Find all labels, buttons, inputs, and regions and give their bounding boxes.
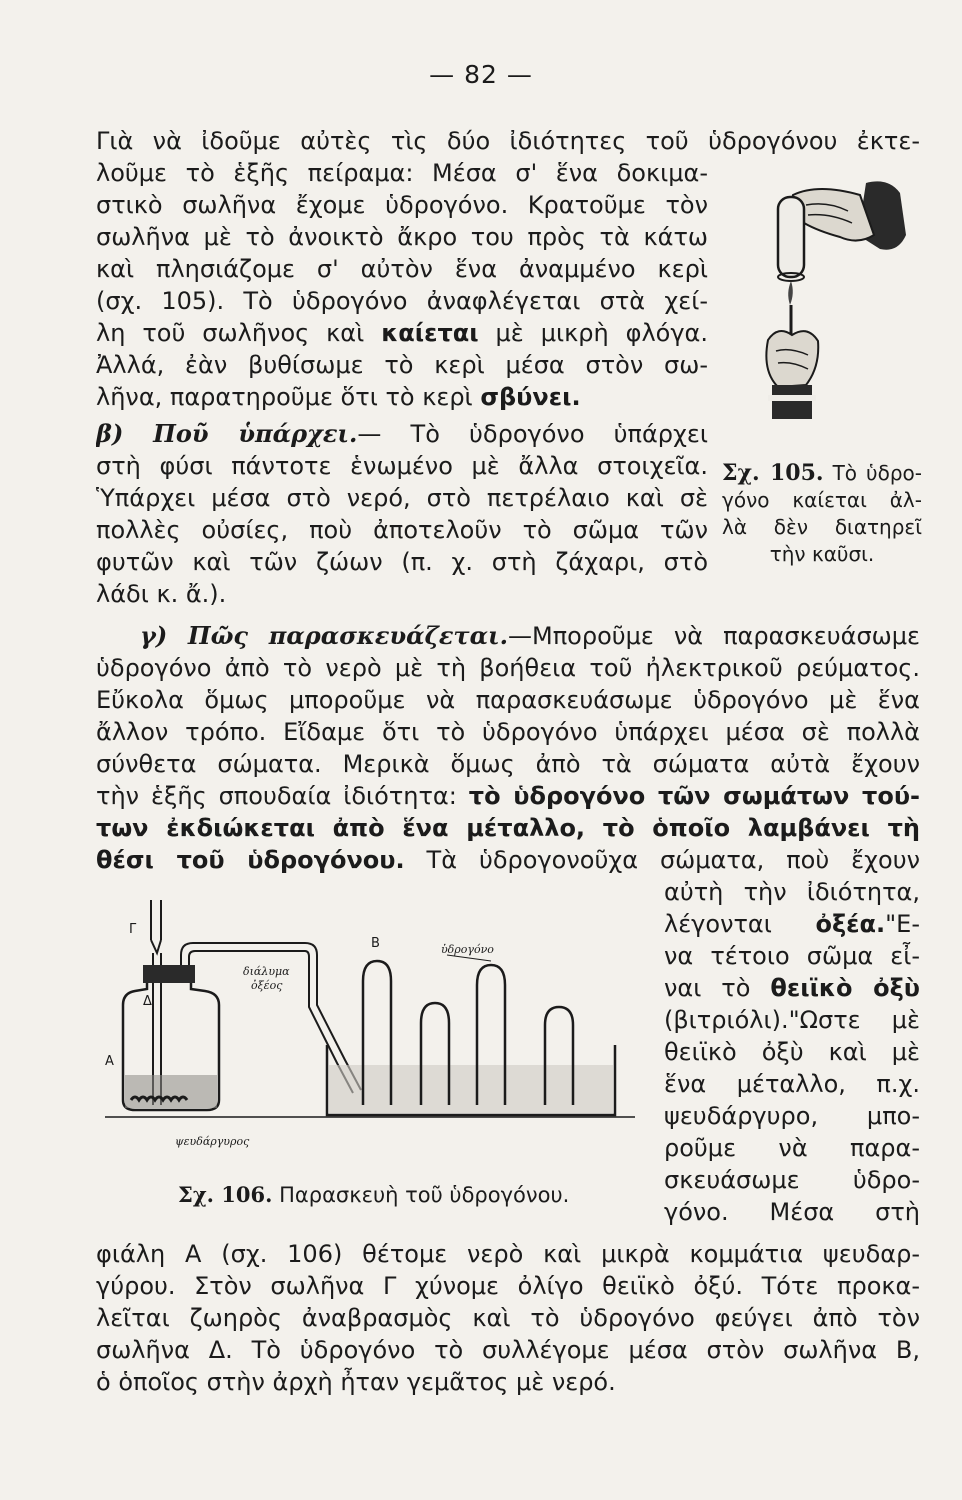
figure-105-label: Σχ. 105. xyxy=(722,460,824,486)
text-line-23 xyxy=(96,844,920,876)
text-segment: —Μποροῦμε νὰ παρασκευάσωμε xyxy=(508,622,920,650)
label-acid-solution: διάλυμα xyxy=(243,965,290,978)
text-line-37: λεῖται ζωηρὸς ἀναβρασμὸς καὶ τὸ ὑδρογόνο φεύγει ἀπὸ τὸν xyxy=(96,1304,920,1332)
emphasis-sulfuric-acid: θειϊκὸ ὀξὺ xyxy=(770,974,920,1002)
text-line-9 xyxy=(96,381,708,413)
emphasis-burns: καίεται xyxy=(381,319,479,347)
text-line-39: ὁ ὁποῖος στὴν ἀρχὴ ἦταν γεμᾶτος μὲ νερό. xyxy=(96,1368,616,1396)
text-line-20: σύνθετα σώματα. Μερικὰ ὅμως ἀπὸ τὰ σώματα αὐτὰ ἔχουν xyxy=(96,750,920,778)
text-segment: "Ε- xyxy=(885,910,920,938)
text-line-33: σκευάσωμε ὑδρο- xyxy=(664,1166,920,1194)
label-gamma: Γ xyxy=(129,922,137,937)
text-line-13: πολλὲς οὐσίες, ποὺ ἀποτελοῦν τὸ σῶμα τῶν xyxy=(96,516,708,544)
text-line-31: ψευδάργυρο, μπο- xyxy=(664,1102,920,1130)
label-beta: Β xyxy=(371,936,380,951)
figure-105-illustration xyxy=(748,175,908,440)
label-acid-solution-2: ὀξέος xyxy=(251,979,283,992)
emphasis-statement-3: θέσι τοῦ ὑδρογόνου. xyxy=(96,846,405,874)
text-line-12: Ὑπάρχει μέσα στὸ νερό, στὸ πετρέλαιο καὶ σὲ xyxy=(96,484,708,512)
text-line-7 xyxy=(96,317,708,349)
text-line-27 xyxy=(664,972,920,1004)
caption-line: λὰ δὲν διατηρεῖ xyxy=(722,515,922,539)
text-line-2: λοῦμε τὸ ἑξῆς πείραμα: Μέσα σ' ἕνα δοκιμα- xyxy=(96,159,708,187)
text-line-6: (σχ. 105). Τὸ ὑδρογόνο ἀναφλέγεται στὰ χεί- xyxy=(96,287,708,315)
emphasis-extinguishes: σβύνει. xyxy=(480,383,581,411)
text-line-38: σωλῆνα Δ. Τὸ ὑδρογόνο τὸ συλλέγομε μέσα στὸν σωλῆνα Β, xyxy=(96,1336,920,1364)
text-segment: τὴν ἑξῆς σπουδαία ἰδιότητα: xyxy=(96,782,469,810)
lower-hand-shape xyxy=(766,331,818,387)
bottle-stopper-shape xyxy=(143,965,195,983)
text-line-25 xyxy=(664,908,920,940)
text-line-3: στικὸ σωλῆνα ἔχομε ὑδρογόνο. Κρατοῦμε τὸν xyxy=(96,191,708,219)
text-line-26: να τέτοιο σῶμα εἶ- xyxy=(664,942,920,970)
emphasis-acids: ὀξέα. xyxy=(815,910,886,938)
trough-water-shape xyxy=(329,1065,613,1113)
text-line-22 xyxy=(96,812,920,844)
text-line-15: λάδι κ. ἄ.). xyxy=(96,580,227,608)
figure-106-caption xyxy=(178,1181,569,1209)
text-line-28: (βιτριόλι)."Ωστε μὲ xyxy=(664,1006,920,1034)
text-line-18: Εὔκολα ὅμως μποροῦμε νὰ παρασκευάσωμε ὑδρογόνο μὲ ἕνα xyxy=(96,686,920,714)
flame-shape xyxy=(788,281,793,305)
text-segment: ναι τὸ xyxy=(664,974,771,1002)
label-hydrogen: ὑδρογόνο xyxy=(441,943,494,956)
text-line-16 xyxy=(140,620,920,652)
test-tube-shape xyxy=(778,197,804,277)
text-line-24: αὐτὴ τὴν ἰδιότητα, xyxy=(664,878,920,906)
text-segment: λῆνα, παρατηροῦμε ὅτι τὸ κερὶ xyxy=(96,383,481,411)
page-number: — 82 — xyxy=(429,60,533,89)
caption-line: γόνο καίεται ἀλ- xyxy=(722,488,922,512)
caption-text: Τὸ ὑδρο- xyxy=(832,461,922,485)
label-alpha: Α xyxy=(105,1054,114,1069)
text-line-36: γύρου. Στὸν σωλῆνα Γ χύνομε ὀλίγο θειϊκὸ ὀξύ. Τότε προκα- xyxy=(96,1272,920,1300)
text-line-29: θειϊκὸ ὀξὺ καὶ μὲ xyxy=(664,1038,920,1066)
section-heading-gamma: γ) Πῶς παρασκευάζεται. xyxy=(140,621,509,650)
label-delta: Δ xyxy=(143,994,152,1009)
emphasis-statement-2: των ἐκδιώκεται ἀπὸ ἕνα μέταλλο, τὸ ὁποῖο λαμβάνει τὴ xyxy=(96,814,920,842)
text-line-14: φυτῶν καὶ τῶν ζώων (π. χ. στὴ ζάχαρι, στὸ xyxy=(96,548,708,576)
acid-solution-shape xyxy=(125,1075,217,1108)
text-line-30: ἕνα μέταλλο, π.χ. xyxy=(664,1070,920,1098)
text-segment: Τὰ ὑδρογονοῦχα σώματα, ποὺ ἔχουν xyxy=(404,846,920,874)
caption-line xyxy=(722,460,922,487)
text-line-1: Γιὰ νὰ ἰδοῦμε αὐτὲς τὶς δύο ἰδιότητες τοῦ ὑδρογόνου ἐκτε- xyxy=(96,127,920,155)
text-line-5: καὶ πλησιάζομε σ' αὐτὸν ἕνα ἀναμμένο κερὶ xyxy=(96,255,708,283)
text-line-32: ροῦμε νὰ παρα- xyxy=(664,1134,920,1162)
label-zinc: ψευδάργυρος xyxy=(175,1135,250,1148)
text-line-17: ὑδρογόνο ἀπὸ τὸ νερὸ μὲ τὴ βοήθεια τοῦ ἠλεκτρικοῦ ρεύματος. xyxy=(96,654,920,682)
sleeve-stripe-shape xyxy=(768,395,816,401)
text-line-4: σωλῆνα μὲ τὸ ἀνοικτὸ ἄκρο του πρὸς τὰ κάτω xyxy=(96,223,708,251)
text-line-21 xyxy=(96,780,920,812)
figure-105-caption xyxy=(722,460,922,568)
text-line-8: Ἀλλά, ἐὰν βυθίσωμε τὸ κερὶ μέσα στὸν σω- xyxy=(96,351,708,379)
text-line-34: γόνο. Μέσα στὴ xyxy=(664,1198,920,1226)
figure-106-illustration xyxy=(95,895,655,1170)
caption-text: Παρασκευὴ τοῦ ὑδρογόνου. xyxy=(279,1183,570,1207)
emphasis-statement-1: τὸ ὑδρογόνο τῶν σωμάτων τού- xyxy=(468,782,920,810)
text-line-11: στὴ φύσι πάντοτε ἑνωμένο μὲ ἄλλα στοιχεῖα. xyxy=(96,452,708,480)
lower-sleeve-shape xyxy=(772,385,812,419)
section-heading-beta: β) Ποῦ ὑπάρχει. xyxy=(96,419,358,448)
text-segment: μὲ μικρὴ φλόγα. xyxy=(478,319,708,347)
text-line-35: φιάλη Α (σχ. 106) θέτομε νερὸ καὶ μικρὰ κομμάτια ψευδαρ- xyxy=(96,1240,920,1268)
text-segment: λέγονται xyxy=(664,910,816,938)
text-segment: λη τοῦ σωλῆνος καὶ xyxy=(96,319,382,347)
text-segment: — Τὸ ὑδρογόνο ὑπάρχει xyxy=(357,420,708,448)
caption-line: τὴν καῦσι. xyxy=(769,542,875,566)
text-line-10 xyxy=(96,418,708,450)
text-line-19: ἄλλον τρόπο. Εἴδαμε ὅτι τὸ ὑδρογόνο ὑπάρχει μέσα σὲ πολλὰ xyxy=(96,718,920,746)
figure-106-label: Σχ. 106. xyxy=(178,1182,273,1207)
funnel-neck xyxy=(151,940,161,953)
